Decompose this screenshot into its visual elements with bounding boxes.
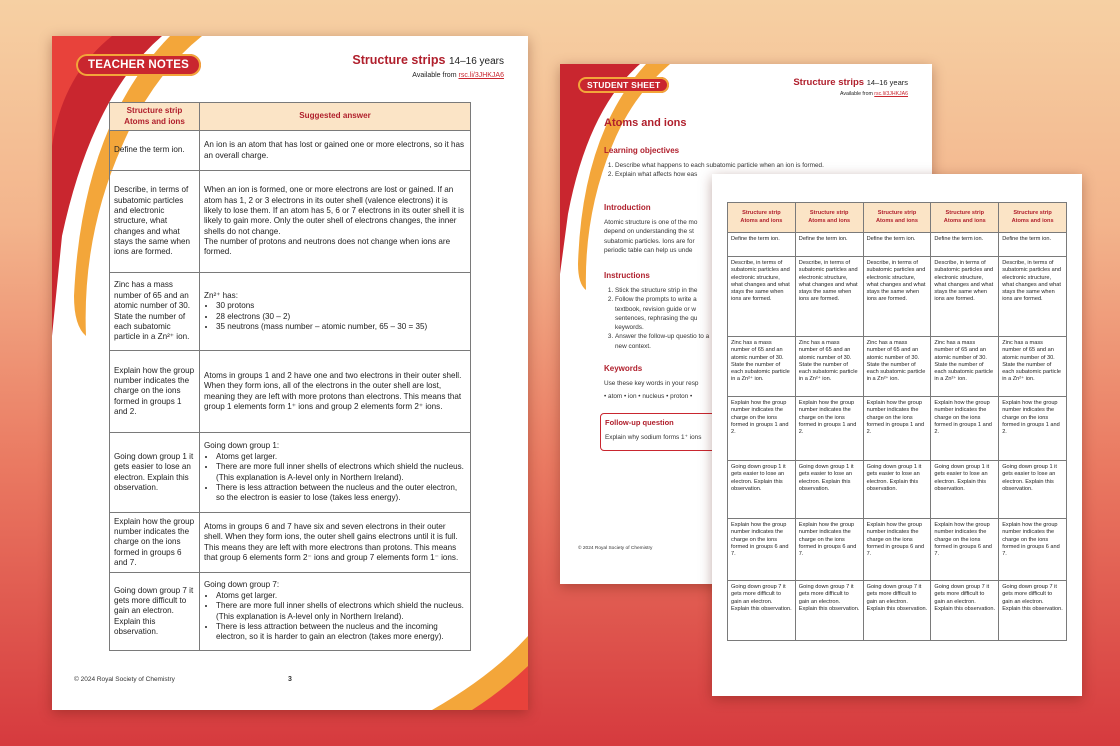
instructions-heading: Instructions bbox=[604, 271, 650, 280]
answer-cell: Going down group 1: • Atoms get larger. • There are more full inner shells of electrons which shield the nucleus. (This explanation is A-level only in Northern Ireland). • There is less attraction between the nucleus and the outer electron, so the electron is easier to lose (takes less energy). bbox=[200, 433, 471, 513]
table-row bbox=[110, 171, 471, 273]
header-structure-strip: Structure strip Atoms and ions bbox=[110, 103, 200, 131]
copyright: © 2024 Royal Society of Chemistry bbox=[74, 676, 175, 683]
question-cell: Describe, in terms of subatomic particles and electronic structure, what changes and what stays the same when ions are formed. bbox=[110, 171, 200, 273]
question-cell: Explain how the group number indicates the charge on the ions formed in groups 1 and 2. bbox=[110, 351, 200, 433]
copyright: © 2024 Royal Society of Chemistry bbox=[578, 546, 653, 551]
grid-header-row bbox=[728, 203, 1067, 233]
answer-cell: Atoms in groups 6 and 7 have six and seven electrons in their outer shell. When they form ions, the outer shell gains electrons until it is full. This means they are left with more electrons than protons. This means that group 6 elements form 2⁻ ions and group 7 elements form 1⁻ ions. bbox=[200, 513, 471, 573]
grid-row bbox=[728, 257, 1067, 337]
strip-cell: Describe, in terms of subatomic particles and electronic structure, what changes and what stays the same when ions are formed. bbox=[728, 257, 796, 337]
answer-cell: An ion is an atom that has lost or gained one or more electrons, so it has an overall charge. bbox=[200, 131, 471, 171]
strip-header: Structure strip Atoms and ions bbox=[931, 203, 999, 233]
strip-cell: Describe, in terms of subatomic particles and electronic structure, what changes and what stays the same when ions are formed. bbox=[931, 257, 999, 337]
strip-cell: Going down group 1 it gets easier to lose an electron. Explain this observation. bbox=[795, 461, 863, 519]
strip-cell: Explain how the group number indicates the charge on the ions formed in groups 6 and 7. bbox=[863, 519, 931, 581]
strip-header: Structure strip Atoms and ions bbox=[728, 203, 796, 233]
strip-cell: Define the term ion. bbox=[863, 233, 931, 257]
strip-cell: Zinc has a mass number of 65 and an atomic number of 30. State the number of each subatomic particle in a Zn²⁺ ion. bbox=[863, 337, 931, 397]
answer-cell: When an ion is formed, one or more electrons are lost or gained. If an atom has 1, 2 or 3 electrons in its outer shell (valence electrons) it is likely to lose them. If an atom has 5, 6 or 7 electrons in its outer shell it is likely to gain more. Only the outer shell of electrons changes, the inner shells do not change. The number of protons and neutrons does not change when ions are formed. bbox=[200, 171, 471, 273]
follow-up-heading: Follow-up question bbox=[605, 418, 674, 427]
strip-cell: Explain how the group number indicates the charge on the ions formed in groups 6 and 7. bbox=[728, 519, 796, 581]
student-sheet-badge: STUDENT SHEET bbox=[578, 77, 669, 93]
question-cell: Going down group 1 it gets easier to lose an electron. Explain this observation. bbox=[110, 433, 200, 513]
table-row bbox=[110, 351, 471, 433]
grid-row bbox=[728, 461, 1067, 519]
teacher-notes-page bbox=[52, 36, 528, 710]
strip-cell: Going down group 7 it gets more difficult to gain an electron. Explain this observation. bbox=[728, 581, 796, 641]
question-cell: Define the term ion. bbox=[110, 131, 200, 171]
introduction-heading: Introduction bbox=[604, 203, 651, 212]
table-row bbox=[110, 273, 471, 351]
grid-row bbox=[728, 233, 1067, 257]
strip-cell: Explain how the group number indicates the charge on the ions formed in groups 6 and 7. bbox=[999, 519, 1067, 581]
strip-header: Structure strip Atoms and ions bbox=[999, 203, 1067, 233]
strip-cell: Define the term ion. bbox=[999, 233, 1067, 257]
strip-cell: Zinc has a mass number of 65 and an atomic number of 30. State the number of each subatomic particle in a Zn²⁺ ion. bbox=[728, 337, 796, 397]
strip-cell: Going down group 7 it gets more difficult to gain an electron. Explain this observation. bbox=[863, 581, 931, 641]
structure-strips-grid bbox=[727, 202, 1067, 641]
learning-objectives-heading: Learning objectives bbox=[604, 146, 680, 155]
available-from: Available from rsc.li/3JHKJA6 bbox=[412, 72, 504, 79]
strip-cell: Describe, in terms of subatomic particles and electronic structure, what changes and what stays the same when ions are formed. bbox=[999, 257, 1067, 337]
strip-cell: Define the term ion. bbox=[795, 233, 863, 257]
resource-title: Structure strips 14–16 years bbox=[793, 77, 908, 88]
page-number: 3 bbox=[288, 676, 292, 683]
table-header-row bbox=[110, 103, 471, 131]
strip-cell: Explain how the group number indicates the charge on the ions formed in groups 1 and 2. bbox=[999, 397, 1067, 461]
strip-cell: Explain how the group number indicates the charge on the ions formed in groups 1 and 2. bbox=[728, 397, 796, 461]
resource-link[interactable]: rsc.li/3JHKJA6 bbox=[458, 72, 504, 79]
resource-link[interactable]: rsc.li/3JHKJA6 bbox=[874, 91, 908, 97]
strip-cell: Zinc has a mass number of 65 and an atomic number of 30. State the number of each subatomic particle in a Zn²⁺ ion. bbox=[999, 337, 1067, 397]
keywords-heading: Keywords bbox=[604, 364, 643, 373]
strip-cell: Define the term ion. bbox=[931, 233, 999, 257]
strip-header: Structure strip Atoms and ions bbox=[795, 203, 863, 233]
strip-cell: Going down group 1 it gets easier to lose an electron. Explain this observation. bbox=[863, 461, 931, 519]
strip-cell: Define the term ion. bbox=[728, 233, 796, 257]
sheet-heading: Atoms and ions bbox=[604, 117, 687, 129]
structure-strips-page bbox=[712, 174, 1082, 696]
strip-cell: Going down group 1 it gets easier to lose an electron. Explain this observation. bbox=[999, 461, 1067, 519]
strip-cell: Going down group 1 it gets easier to lose an electron. Explain this observation. bbox=[728, 461, 796, 519]
answer-cell: Atoms in groups 1 and 2 have one and two electrons in their outer shell. When they form ions, all of the electrons in the outer shell are lost, meaning they are left with more protons than electrons. This means that group 1 elements form 1⁺ ions and group 2 elements form 2⁺ ions. bbox=[200, 351, 471, 433]
strip-cell: Describe, in terms of subatomic particles and electronic structure, what changes and what stays the same when ions are formed. bbox=[863, 257, 931, 337]
table-row bbox=[110, 513, 471, 573]
answers-table bbox=[109, 102, 471, 651]
follow-up-text: Explain why sodium forms 1⁺ ions bbox=[605, 434, 702, 441]
answer-cell: Zn²⁺ has: • 30 protons • 28 electrons (30 – 2) • 35 neutrons (mass number – atomic number, 65 – 30 = 35) bbox=[200, 273, 471, 351]
teacher-notes-badge: TEACHER NOTES bbox=[76, 54, 201, 76]
table-row bbox=[110, 433, 471, 513]
strip-cell: Going down group 7 it gets more difficult to gain an electron. Explain this observation. bbox=[999, 581, 1067, 641]
keywords-list: • atom • ion • nucleus • proton • bbox=[604, 393, 693, 400]
grid-row bbox=[728, 519, 1067, 581]
instructions-list: 1. Stick the structure strip in the 2. Follow the prompts to write a textbook, revision guide or w sentences, rephrasing the qu keywords. 3. Answer the follow-up questio to a new context. bbox=[604, 286, 712, 351]
strip-cell: Zinc has a mass number of 65 and an atomic number of 30. State the number of each subatomic particle in a Zn²⁺ ion. bbox=[931, 337, 999, 397]
strip-cell: Describe, in terms of subatomic particles and electronic structure, what changes and what stays the same when ions are formed. bbox=[795, 257, 863, 337]
strip-cell: Explain how the group number indicates the charge on the ions formed in groups 1 and 2. bbox=[795, 397, 863, 461]
learning-objectives-list: 1. Describe what happens to each subatomic particle when an ion is formed. 2. Explain what affects how eas bbox=[604, 161, 904, 180]
strip-cell: Going down group 1 it gets easier to lose an electron. Explain this observation. bbox=[931, 461, 999, 519]
available-from: Available from rsc.li/3JHKJA6 bbox=[840, 91, 908, 97]
strip-cell: Explain how the group number indicates the charge on the ions formed in groups 6 and 7. bbox=[795, 519, 863, 581]
table-row bbox=[110, 573, 471, 651]
strip-cell: Explain how the group number indicates the charge on the ions formed in groups 1 and 2. bbox=[863, 397, 931, 461]
table-row bbox=[110, 131, 471, 171]
question-cell: Explain how the group number indicates the charge on the ions formed in groups 6 and 7. bbox=[110, 513, 200, 573]
strip-cell: Going down group 7 it gets more difficult to gain an electron. Explain this observation. bbox=[931, 581, 999, 641]
strip-header: Structure strip Atoms and ions bbox=[863, 203, 931, 233]
strip-cell: Zinc has a mass number of 65 and an atomic number of 30. State the number of each subatomic particle in a Zn²⁺ ion. bbox=[795, 337, 863, 397]
resource-title: Structure strips 14–16 years bbox=[352, 53, 504, 67]
grid-row bbox=[728, 337, 1067, 397]
keywords-text: Use these key words in your resp bbox=[604, 380, 699, 387]
answer-cell: Going down group 7: • Atoms get larger. • There are more full inner shells of electrons which shield the nucleus. (This explanation is A-level only in Northern Ireland). • There is less attraction between the nucleus and the incoming electron, so it is harder to gain an electron (takes more energy). bbox=[200, 573, 471, 651]
question-cell: Going down group 7 it gets more difficult to gain an electron. Explain this observation. bbox=[110, 573, 200, 651]
question-cell: Zinc has a mass number of 65 and an atomic number of 30. State the number of each subatomic particle in a Zn²⁺ ion. bbox=[110, 273, 200, 351]
grid-row bbox=[728, 581, 1067, 641]
strip-cell: Explain how the group number indicates the charge on the ions formed in groups 6 and 7. bbox=[931, 519, 999, 581]
strip-cell: Explain how the group number indicates the charge on the ions formed in groups 1 and 2. bbox=[931, 397, 999, 461]
strip-cell: Going down group 7 it gets more difficult to gain an electron. Explain this observation. bbox=[795, 581, 863, 641]
header-suggested-answer: Suggested answer bbox=[200, 103, 471, 131]
introduction-text: Atomic structure is one of the mo depend on understanding the st subatomic particles. Ions are for periodic table can help us unde bbox=[604, 219, 698, 254]
grid-row bbox=[728, 397, 1067, 461]
